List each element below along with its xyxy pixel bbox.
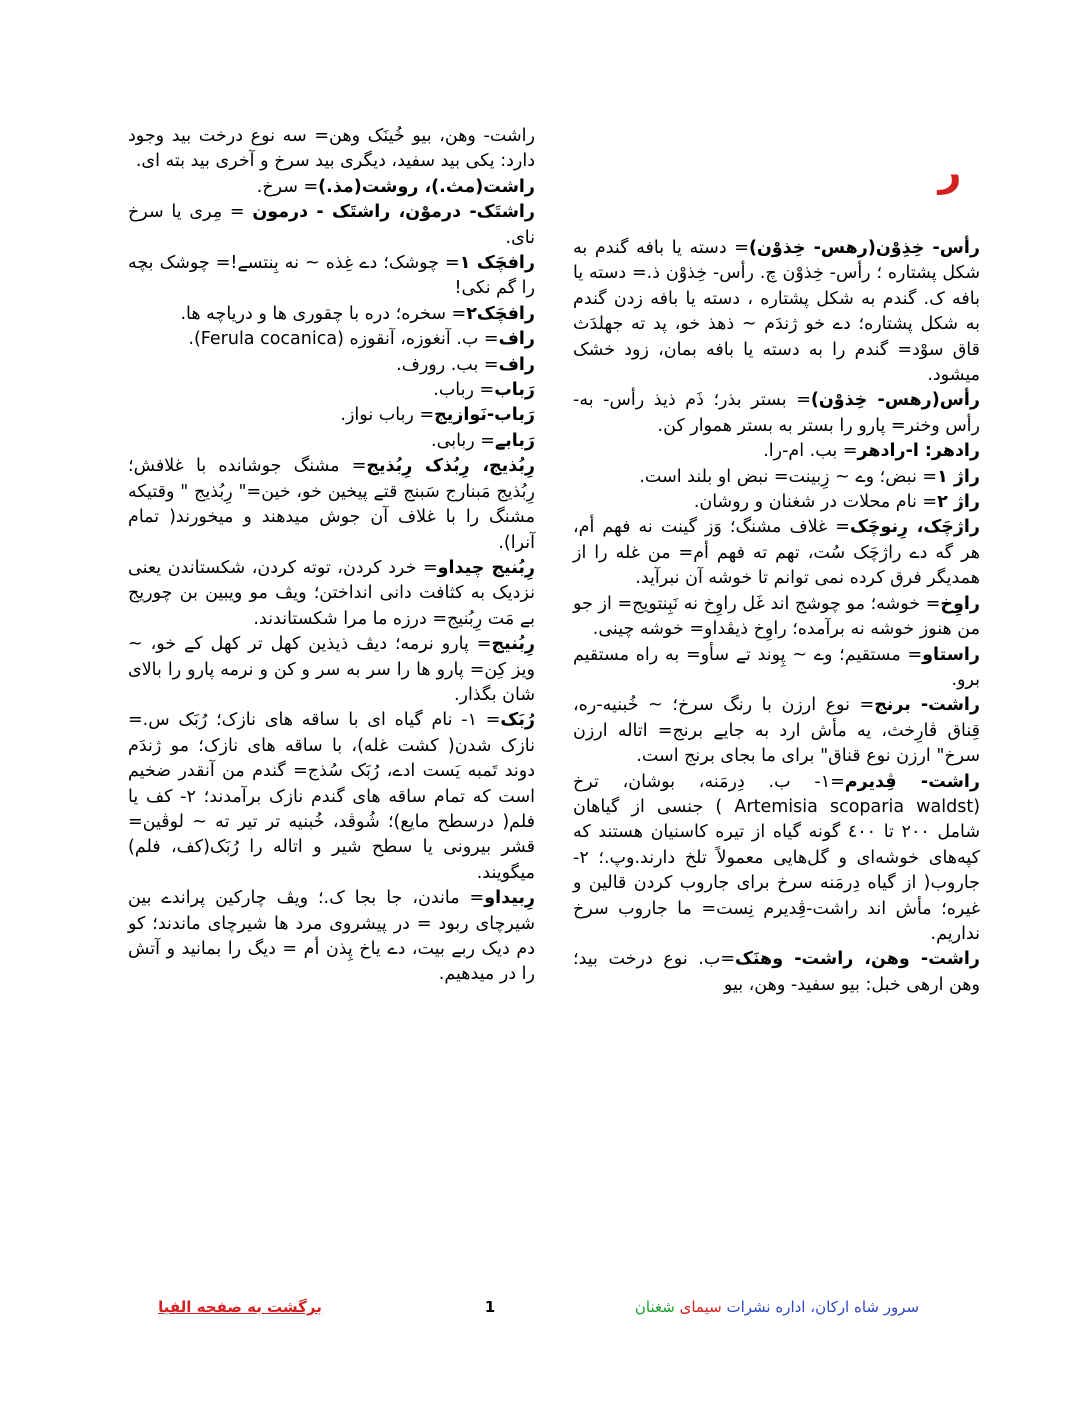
dictionary-entry xyxy=(128,251,535,302)
entry-headword: راژ ٢ xyxy=(937,492,980,513)
entry-definition: = پارو نرمه؛ دیڤ ذیذین کهل تر کهل کے خو، ~ ویز کِن= پارو ها را سر به سر و کن و نرمه پارو را بالای شان بگذار. xyxy=(128,634,535,705)
dictionary-entry xyxy=(573,515,980,591)
entry-headword: رِبیداو xyxy=(484,888,535,909)
entry-definition: =ب. نوع درخت بید؛ وهن ارهی خبل: بیو سفید- وهن، بیو xyxy=(573,949,980,995)
entry-definition: = ربابی. xyxy=(431,430,495,451)
entry-definition: = نوع ارزن با رنگ سرخ؛ ~ خُبنیه-ره، قِناق ڤارِخث، یه مأش ارد به جایے برنج= اتاله ارزن سرخ" ارزن نوع قناق" برای ما بجای برنج است. xyxy=(573,695,980,767)
entry-definition: = چوشک؛ دے غِذه ~ نه بِنتسے!= چوشک بچه را گم نکی! xyxy=(128,253,535,299)
dictionary-entry xyxy=(128,327,535,352)
entry-definition: = نام محلات در شغنان و روشان. xyxy=(693,492,938,513)
dictionary-entry xyxy=(128,556,535,632)
right-column xyxy=(573,236,980,998)
dictionary-entry xyxy=(128,429,535,454)
dictionary-entry xyxy=(128,708,535,886)
page-number: 1 xyxy=(484,1298,496,1316)
dictionary-entry xyxy=(573,592,980,643)
entry-definition: = بب. رورف. xyxy=(396,354,499,375)
dictionary-entry xyxy=(573,490,980,515)
entry-definition: = رباب نواز. xyxy=(340,405,435,426)
entry-definition: = خرد کردن، توته کردن، شکستاندن یعنی نزدیک به کثافت دانی انداختن؛ ویڤ مو ویبین بن چوریج بے مَت رِبُنیج= درزه ما مرا شکستاندند. xyxy=(128,557,535,629)
entry-definition: = غلاف مشنگ؛ وَز گینت نه فهم أم، هر گه دے راژچَک سُت، تهم ته فهم أم= من غله را از همدیگر فرق کرده نمی توانم تا خوشه آن نبرآید. xyxy=(573,517,980,589)
entry-headword: رُبَک xyxy=(500,710,535,731)
entry-definition: = خوشه؛ مو چوشج اند غَل راوِخ نه نَبِنتویج= از جو من هنوز خوشه نه برآمده؛ راوِخ ذیڤداو= خوشه چینی. xyxy=(573,593,980,640)
author-name: سرور شاه ارکان، xyxy=(810,1298,920,1316)
dictionary-entry xyxy=(573,947,980,998)
entry-definition: = ماندن، جا بجا ک.؛ ویڤ چارکین پراندے بین شیرچای ربود = در پیشروی مرد ها شیرچای ماندند؛ کو دم دیک ربے بیت، دے یاخ پِذن أم = دیگ را بمانید و آتش را در میدهیم. xyxy=(128,888,535,985)
back-to-alphabet-link[interactable]: برگشت به صفحه الفبا xyxy=(158,1298,322,1316)
entry-headword: رأس- خِذِوْن(رهس- خِذوْن) xyxy=(748,238,980,258)
dictionary-entry xyxy=(128,175,535,200)
dictionary-entry xyxy=(128,353,535,378)
entry-definition: = دسته یا بافه گندم به شکل پشتاره ؛ رأس- خِذوْن چ. رأس- خِذوْن ذ.= دسته یا بافه ک. گندم به شکل پشتاره ، دسته یا بافه زدن گندم به شکل پشتاره؛ دے خو ژندَم ~ ذهذ خو، پد ته جهلدَث قاق سوْد= گندم را به دسته یا بافه بمان، زود خشک میشود. xyxy=(573,238,980,386)
entry-headword: راشت(مث.)، روشت(مذ.) xyxy=(318,176,535,197)
entry-definition: راشت- وهن، بیو خُینَک وهن= سه نوع درخت بید وجود دارد: یکی بید سفید، دیگری بید سرخ و آخری بید بته ای. xyxy=(128,126,535,172)
dictionary-entry xyxy=(128,886,535,988)
dictionary-entry xyxy=(573,770,980,948)
entry-headword: راف xyxy=(498,329,535,350)
footer-credit xyxy=(572,1296,982,1318)
entry-definition: = ١- نام گیاه ای با ساقه های نازک؛ رُبَک س.= نازک شدن( کشت غله)، با ساقه های نازک؛ مو ژندَم دوند تَمبه یَست ادے، رُبَک سُذج= گندم من آنقدر ضخیم است که تمام ساقه های گندم نازک برآمدند؛ ٢- کف یا فلم( درسطح مایع)؛ شُوڤد، خُبنیه تر تیر ته ~ لوڤین= قشر بیرونی یا سطح شیر و اتاله را رُبَک(کف، فلم) میگویند. xyxy=(128,710,535,883)
dictionary-entry xyxy=(128,200,535,251)
entry-definition: = مشنگ جوشانده با غلافش؛ رِبُذیج مَبنارج سَبنج قتے پیخین خو، خین=" رِبُذیج " وقتیکه مشنگ را با غلاف آن جوش میدهند و میخورند( تمام آنرا). xyxy=(128,456,535,553)
entry-headword: راژچَک، رِنوچَک xyxy=(849,517,980,538)
entry-definition: = مِری یا سرخ نای. xyxy=(128,202,535,248)
dictionary-entry xyxy=(573,236,980,388)
entry-headword: راستاو xyxy=(922,644,980,665)
entry-definition: = سخره؛ دره با چقوری ها و درياچه ها. xyxy=(180,303,467,324)
entry-headword: رَباب xyxy=(494,380,535,401)
dictionary-entry xyxy=(128,302,535,327)
entry-headword: راوِخ xyxy=(940,593,980,614)
dictionary-entry xyxy=(573,465,980,490)
entry-headword: رافچَک ١ xyxy=(459,253,535,274)
publisher-name: اداره نشرات xyxy=(726,1298,806,1316)
entry-headword: رِبُنیج xyxy=(491,634,535,655)
dictionary-entry xyxy=(573,388,980,439)
entry-headword: رِبُنیج چیداو xyxy=(437,557,535,578)
dictionary-entry xyxy=(573,643,980,694)
entry-definition: =١- ب. دِرمَنه، بوشان، ترخ (Artemisia scoparia waldst ) جنسی از گیاهان شامل ٢٠٠ تا ٤٠٠ گونه گیاه از تیره کاسنیان هستند که کپه‌های خوشه‌ای و گل‌هایی معمولاً تلخ دارند.وپ.؛ ٢- جاروب( از گیاه دِرمَنه سرخ برای جاروب کردن قالین و غیره؛ مأش اند راشت-ڤِدیرم نِست= ما جاروب سرخ نداریم. xyxy=(573,771,981,944)
entry-definition: = بستر بذر؛ ذَم ذیذ رأس- به- رأس وخنر= پارو را بستر به بستر هموار کن. xyxy=(573,390,980,436)
entry-definition: = مستقیم؛ وے ~ پِوند تے سأو= به راه مستقیم برو. xyxy=(573,644,980,690)
dictionary-entry xyxy=(128,632,535,708)
dictionary-entry xyxy=(573,693,980,769)
entry-headword: رأس(رهس- خِذوْن) xyxy=(810,390,980,411)
entry-definition: = رباب. xyxy=(433,380,495,401)
left-column xyxy=(128,124,535,988)
magazine-name-b: شغنان xyxy=(634,1298,675,1316)
entry-headword: راشت- وهن، راشت- وهنَک xyxy=(735,949,981,970)
entry-definition: = بب. ام-را. xyxy=(763,441,858,462)
entry-headword: رَباب-نَوازیج xyxy=(434,405,535,426)
dictionary-entry xyxy=(573,439,980,464)
entry-definition: = نبض؛ وے ~ زِبینت= نبض او بلند است. xyxy=(639,466,938,487)
entry-definition: = سرخ. xyxy=(256,176,319,197)
entry-headword: راژ ١ xyxy=(937,466,980,487)
entry-headword: رَبابے xyxy=(494,430,535,451)
dictionary-entry xyxy=(128,124,535,175)
entry-headword: رادهر: ا-رادهر xyxy=(857,441,980,462)
entry-headword: راشت- برنج xyxy=(874,695,980,716)
entry-headword: راشتَک- درموْن، راشتَک - درمون xyxy=(252,202,535,223)
section-letter: ر xyxy=(938,149,962,195)
dictionary-entry xyxy=(128,403,535,428)
entry-headword: راف xyxy=(498,354,535,375)
entry-headword: راشت- ڤِدیرم xyxy=(844,771,981,792)
entry-definition: = ب. آنغوزه، آنقوزه (Ferula cocanica). xyxy=(188,329,499,350)
dictionary-entry xyxy=(128,454,535,556)
magazine-name-a: سیمای xyxy=(679,1298,722,1316)
dictionary-entry xyxy=(128,378,535,403)
entry-headword: رافچَک٢ xyxy=(466,303,535,324)
entry-headword: رِبُذیج، رِبُذک رِبُذیج xyxy=(366,456,535,477)
